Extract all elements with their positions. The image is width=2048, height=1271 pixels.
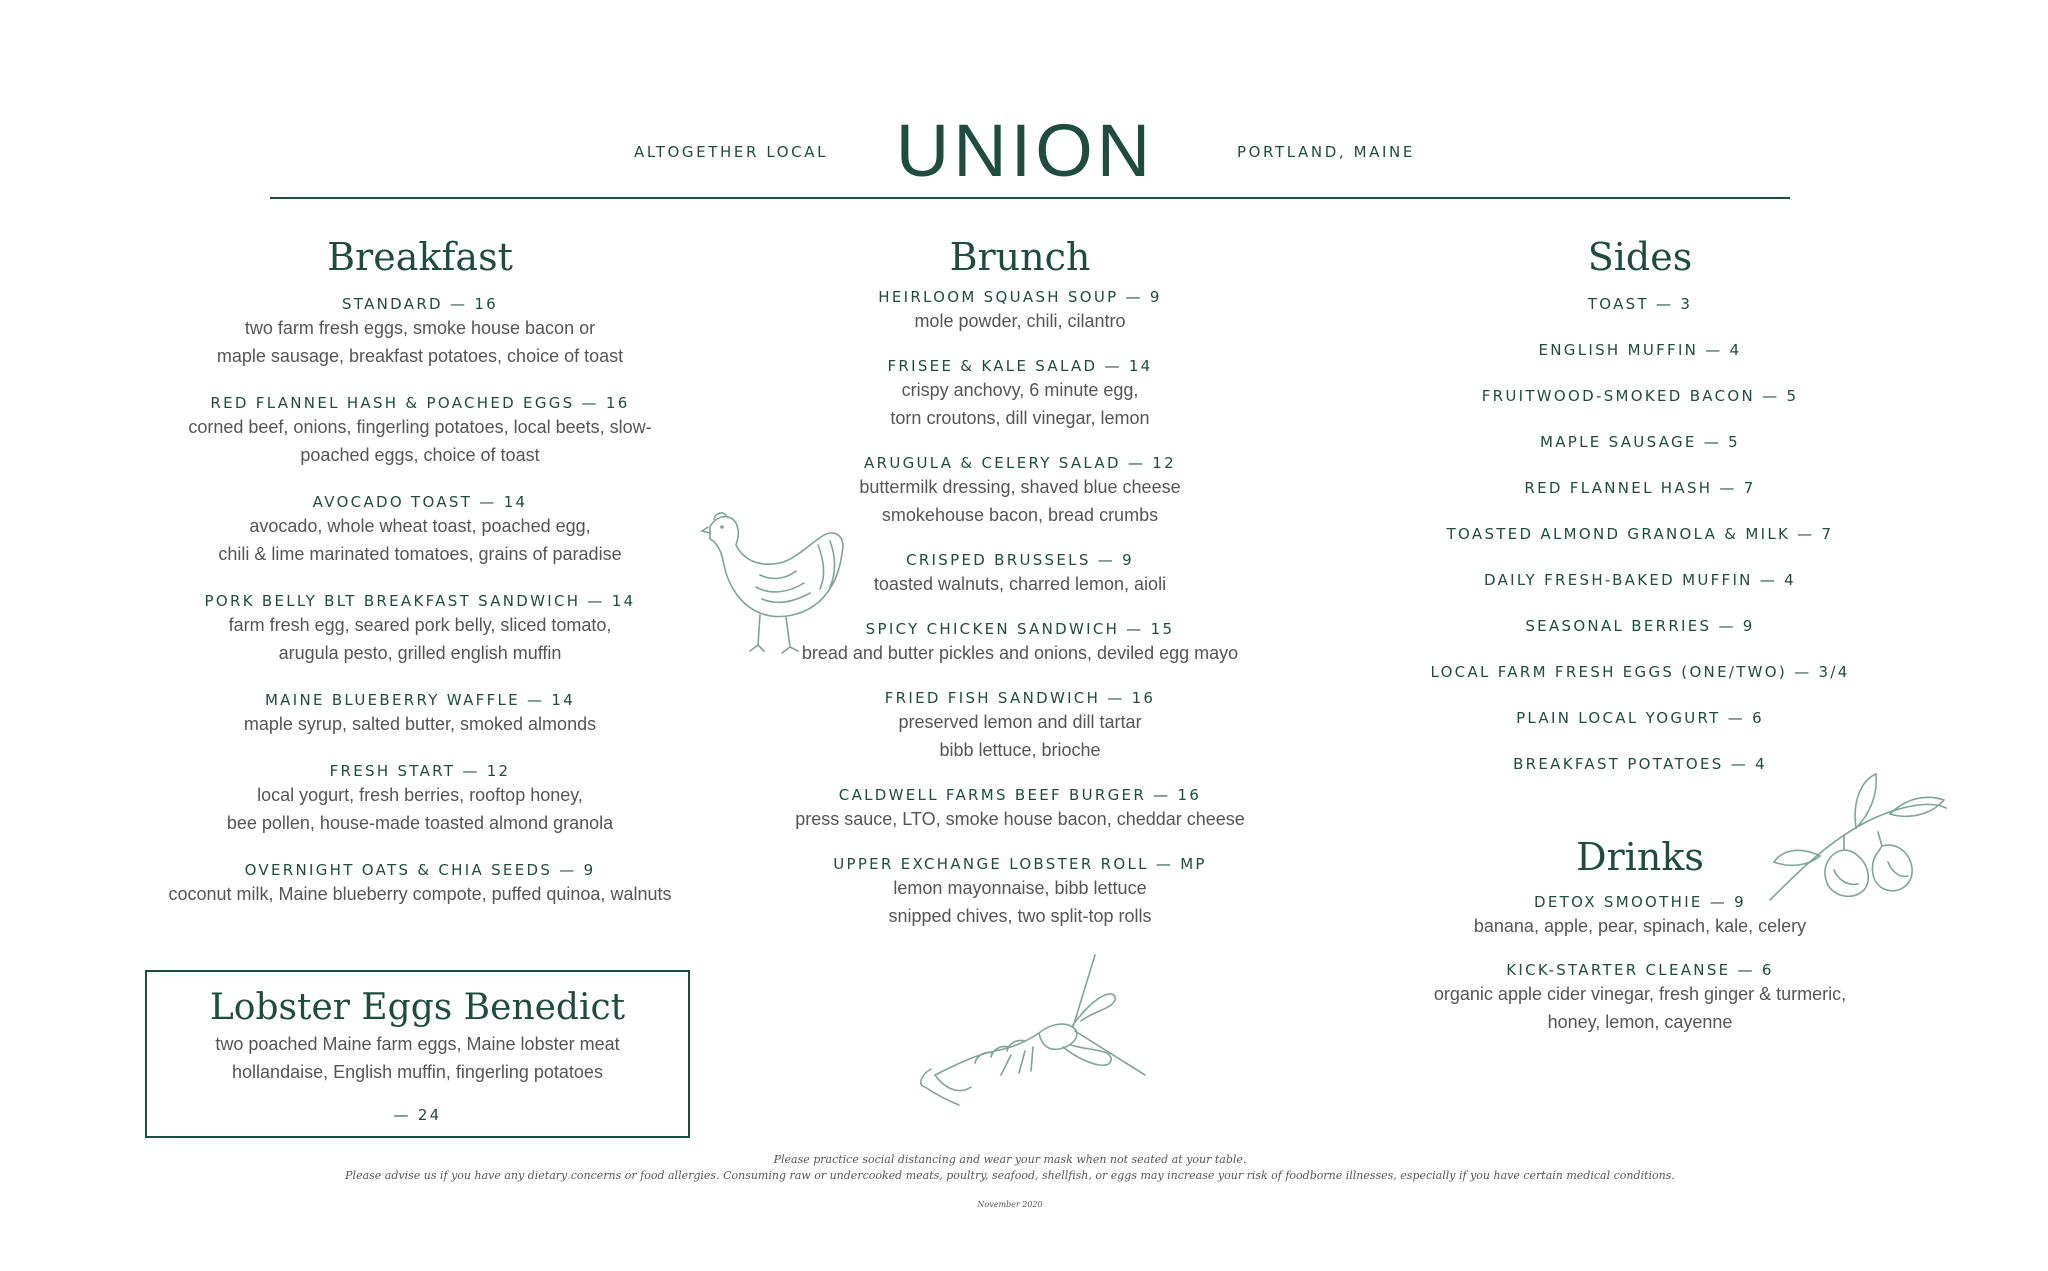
item-name: KICK-STARTER CLEANSE — 6 <box>1506 961 1774 979</box>
side-item <box>1390 524 1890 544</box>
item-desc: arugula pesto, grilled english muffin <box>278 643 562 663</box>
side-item <box>1390 294 1890 314</box>
item-name: SPICY CHICKEN SANDWICH — 15 <box>865 620 1175 638</box>
side-item <box>1390 708 1890 728</box>
menu-item <box>760 688 1280 764</box>
side-item <box>1390 616 1890 636</box>
item-desc: avocado, whole wheat toast, poached egg, <box>249 516 591 536</box>
item-name: UPPER EXCHANGE LOBSTER ROLL — MP <box>833 855 1207 873</box>
item-desc: toasted walnuts, charred lemon, aioli <box>873 574 1167 594</box>
item-name: TOAST — 3 <box>1587 295 1693 313</box>
item-name: AVOCADO TOAST — 14 <box>312 493 528 511</box>
item-desc: maple sausage, breakfast potatoes, choice of toast <box>216 346 624 366</box>
item-name: FRISEE & KALE SALAD — 14 <box>887 357 1153 375</box>
item-desc: torn croutons, dill vinegar, lemon <box>890 408 1150 428</box>
featured-title: Lobster Eggs Benedict <box>209 987 626 1028</box>
item-desc: bread and butter pickles and onions, deviled egg mayo <box>801 643 1239 663</box>
menu-item <box>140 492 700 568</box>
item-desc: coconut milk, Maine blueberry compote, puffed quinoa, walnuts <box>168 884 672 904</box>
item-name: RED FLANNEL HASH — 7 <box>1524 479 1756 497</box>
menu-item <box>140 393 700 469</box>
item-name: FRUITWOOD-SMOKED BACON — 5 <box>1481 387 1799 405</box>
brunch-title: Brunch <box>949 235 1091 279</box>
item-desc: crispy anchovy, 6 minute egg, <box>901 380 1139 400</box>
item-name: CRISPED BRUSSELS — 9 <box>906 551 1134 569</box>
item-name: CALDWELL FARMS BEEF BURGER — 16 <box>838 786 1202 804</box>
item-name: BREAKFAST POTATOES — 4 <box>1513 755 1767 773</box>
lobster-illustration <box>915 955 1155 1115</box>
side-item <box>1390 386 1890 406</box>
item-desc: maple syrup, salted butter, smoked almonds <box>243 714 597 734</box>
item-desc: farm fresh egg, seared pork belly, sliced tomato, <box>228 615 612 635</box>
breakfast-section <box>140 232 700 931</box>
menu-item <box>140 690 700 738</box>
menu-item <box>140 591 700 667</box>
sides-title: Sides <box>1587 235 1693 279</box>
item-desc: chili & lime marinated tomatoes, grains of paradise <box>218 544 622 564</box>
item-name: LOCAL FARM FRESH EGGS (ONE/TWO) — 3/4 <box>1430 663 1850 681</box>
item-name: TOASTED ALMOND GRANOLA & MILK — 7 <box>1446 525 1834 543</box>
menu-item <box>140 860 700 908</box>
item-desc: buttermilk dressing, shaved blue cheese <box>859 477 1181 497</box>
item-desc: corned beef, onions, fingerling potatoes, local beets, slow- <box>188 417 652 437</box>
item-name: HEIRLOOM SQUASH SOUP — 9 <box>878 288 1162 306</box>
item-name: DETOX SMOOTHIE — 9 <box>1534 893 1746 911</box>
item-desc: two farm fresh eggs, smoke house bacon or <box>244 318 596 338</box>
item-desc: lemon mayonnaise, bibb lettuce <box>893 878 1147 898</box>
item-name: RED FLANNEL HASH & POACHED EGGS — 16 <box>210 394 630 412</box>
item-name: SEASONAL BERRIES — 9 <box>1525 617 1755 635</box>
item-name: FRESH START — 12 <box>329 762 511 780</box>
item-name: PLAIN LOCAL YOGURT — 6 <box>1516 709 1764 727</box>
item-desc: mole powder, chili, cilantro <box>914 311 1126 331</box>
item-name: DAILY FRESH-BAKED MUFFIN — 4 <box>1484 571 1796 589</box>
side-item <box>1390 478 1890 498</box>
item-name: ARUGULA & CELERY SALAD — 12 <box>864 454 1176 472</box>
item-name: MAINE BLUEBERRY WAFFLE — 14 <box>264 691 576 709</box>
menu-item <box>140 761 700 837</box>
logo-text: UNION <box>895 109 1155 192</box>
featured-item-box <box>145 970 690 1138</box>
item-desc: local yogurt, fresh berries, rooftop honey, <box>257 785 583 805</box>
footer-date: November 2020 <box>977 1200 1043 1209</box>
drinks-title: Drinks <box>1576 835 1704 879</box>
menu-item <box>760 287 1280 335</box>
footer-notice: Please practice social distancing and wear your mask when not seated at your table. <box>773 1153 1247 1166</box>
item-desc: bee pollen, house-made toasted almond granola <box>226 813 614 833</box>
item-desc: press sauce, LTO, smoke house bacon, cheddar cheese <box>795 809 1245 829</box>
header-divider <box>270 197 1790 199</box>
item-desc: organic apple cider vinegar, fresh ginger & turmeric, <box>1433 984 1847 1004</box>
side-item <box>1390 340 1890 360</box>
featured-desc: hollandaise, English muffin, fingerling potatoes <box>232 1062 603 1082</box>
chicken-illustration <box>700 505 850 655</box>
item-desc: bibb lettuce, brioche <box>939 740 1101 760</box>
featured-price: — 24 <box>393 1106 442 1124</box>
side-item <box>1390 432 1890 452</box>
item-name: MAPLE SAUSAGE — 5 <box>1540 433 1740 451</box>
item-name: STANDARD — 16 <box>341 295 499 313</box>
item-desc: honey, lemon, cayenne <box>1547 1012 1733 1032</box>
item-name: FRIED FISH SANDWICH — 16 <box>884 689 1156 707</box>
item-desc: smokehouse bacon, bread crumbs <box>881 505 1159 525</box>
item-name: ENGLISH MUFFIN — 4 <box>1538 341 1742 359</box>
item-desc: preserved lemon and dill tartar <box>898 712 1142 732</box>
tagline-right: PORTLAND, MAINE <box>1237 143 1415 161</box>
menu-item <box>760 785 1280 833</box>
sides-section <box>1390 232 1890 800</box>
side-item <box>1390 662 1890 682</box>
item-name: PORK BELLY BLT BREAKFAST SANDWICH — 14 <box>204 592 636 610</box>
menu-item <box>1390 960 1890 1036</box>
item-desc: snipped chives, two split-top rolls <box>888 906 1152 926</box>
menu-item <box>760 356 1280 432</box>
item-desc: banana, apple, pear, spinach, kale, celery <box>1473 916 1807 936</box>
item-name: OVERNIGHT OATS & CHIA SEEDS — 9 <box>244 861 596 879</box>
menu-item <box>140 294 700 370</box>
item-desc: poached eggs, choice of toast <box>300 445 540 465</box>
pear-branch-illustration <box>1760 770 1950 910</box>
menu-item <box>760 854 1280 930</box>
union-logo <box>895 109 1155 192</box>
breakfast-title: Breakfast <box>327 235 513 279</box>
tagline-left: ALTOGETHER LOCAL <box>634 143 829 161</box>
footer-allergy-notice: Please advise us if you have any dietary concerns or food allergies. Consuming raw or undercooked meats, poultry, seafood, shellfish, or eggs may increase your risk of foodborne illnesses, especially if you have certain medical conditions. <box>345 1169 1675 1182</box>
side-item <box>1390 570 1890 590</box>
featured-desc: two poached Maine farm eggs, Maine lobster meat <box>215 1034 620 1054</box>
